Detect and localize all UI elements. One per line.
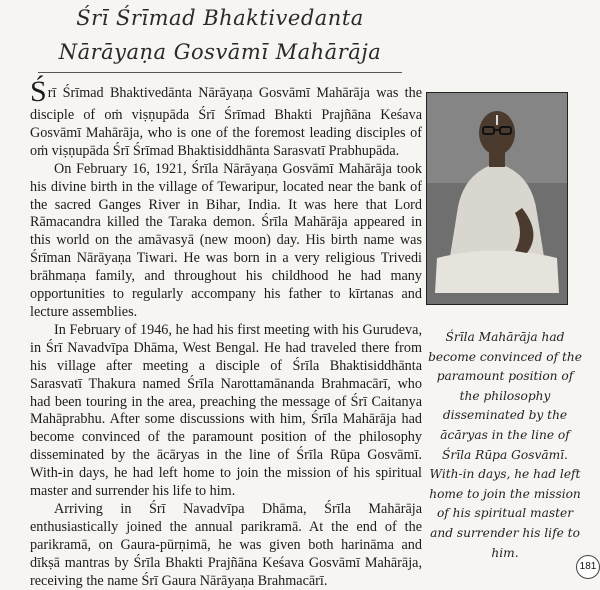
paragraph-3: In February of 1946, he had his first meeting with his Gurudeva, in Śrī Navadvīpa Dhāma, West Bengal. He had traveled there from his village after meeting a disciple of Śrīla Bhaktisiddhānta Sarasvatī Thakura named Śrīla Narottamānanda Brahmacārī, who had been touring in the area, preaching the message of Śrī Caitanya Mahāprabhu. After some discussions with him, Śrīla Mahārāja had become convinced of the paramount position of the philosophy disseminated by the ācāryas in the line of Śrīla Rūpa Gosvāmī. With-in days, he had left home to join the mission of his spiritual master and surrender his life to him. xyxy=(30,321,422,500)
page-number: 181 xyxy=(576,555,600,579)
paragraph-1 xyxy=(30,77,422,161)
portrait-photo xyxy=(426,92,568,305)
paragraph-4: Arriving in Śrī Navadvīpa Dhāma, Śrīla Mahārāja enthusiastically joined the annual parikramā. At the end of the parikramā, on Gaura-pūrṇimā, he was given both harināma and dīkṣā mantras by Śrīla Bhakti Prajñāna Keśava Gosvāmī Mahārāja, receiving the name Śrī Gaura Nārāyaṇa Brahmacārī. xyxy=(30,500,422,589)
title-line-1: Śrī Śrīmad Bhaktivedanta xyxy=(76,6,364,30)
paragraph-1-text: rī Śrīmad Bhaktivedānta Nārāyaṇa Gosvāmī Mahārāja was the disciple of oṁ viṣṇupāda Śrī Śrīmad Bhakti Prajñāna Keśava Gosvāmī Mahārāja, who is one of the foremost leading disciples of oṁ viṣṇupāda Śrī Śrīmad Bhaktisiddhānta Sarasvatī Prabhupāda. xyxy=(30,85,422,159)
paragraph-2: On February 16, 1921, Śrīla Nārāyaṇa Gosvāmī Mahārāja took his divine birth in the village of Tewaripur, located near the bank of the sacred Ganges River in Bihar, India. It was here that Lord Rāmacandra killed the Taraka demon. Śrīla Mahārāja appeared in this world on the amāvasyā (new moon) day. His birth name was Śrīman Nārāyaṇa Tiwari. He was born in a very religious Trivedi brāhmaṇa family, and throughout his childhood he had many opportunities to regularly accompany his father to kīrtanas and lecture assemblies. xyxy=(30,160,422,320)
drop-cap: Ś xyxy=(30,75,47,108)
portrait-illustration xyxy=(427,93,567,304)
pull-quote-caption: Śrīla Mahārāja had become convinced of the paramount position of the philosophy disseminated by the ācāryas in the line of Śrīla Rūpa Gosvāmī. With-in days, he had left home to join the mission of his spiritual master and surrender his life to him. xyxy=(428,330,582,560)
title-line-2: Nārāyaṇa Gosvāmī Mahārāja xyxy=(58,40,382,64)
article-body xyxy=(30,77,422,590)
title-rule xyxy=(38,72,402,73)
